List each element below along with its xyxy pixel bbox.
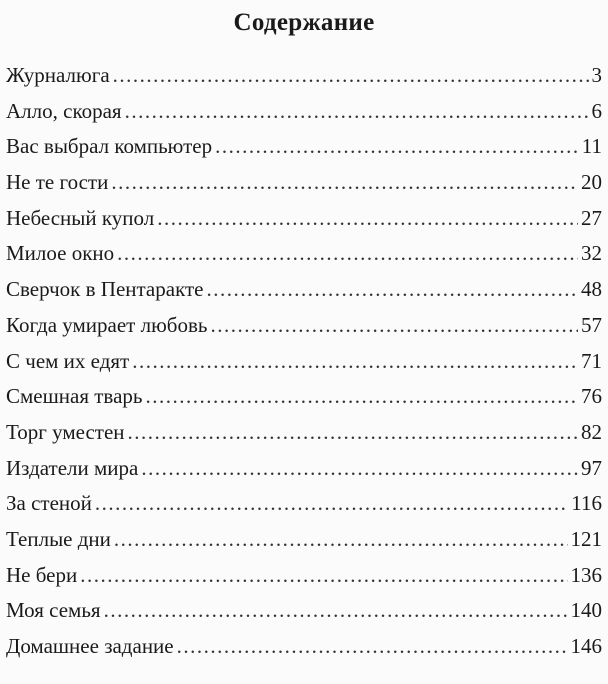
dot-leader [207, 272, 578, 308]
dot-leader [215, 129, 579, 165]
toc-entry [6, 236, 602, 272]
dot-leader [177, 629, 568, 665]
toc-entry-title: Сверчок в Пентаракте [6, 277, 204, 302]
toc-page-number: 136 [570, 562, 602, 587]
toc-entry [6, 272, 602, 308]
toc-entry-title: Не те гости [6, 170, 109, 195]
toc-entry [6, 344, 602, 380]
toc-entry-title: Моя семья [6, 598, 101, 623]
toc-page-number: 121 [570, 526, 602, 551]
toc-entry [6, 451, 602, 487]
dot-leader [80, 558, 567, 594]
toc-entry [6, 129, 602, 165]
toc-entry-title: Издатели мира [6, 455, 139, 480]
toc-page-number: 3 [591, 63, 602, 87]
dot-leader [145, 379, 578, 415]
toc-entry-title: С чем их едят [6, 348, 130, 373]
toc-entry-title: Когда умирает любовь [6, 312, 208, 337]
toc-page-number: 48 [581, 277, 602, 302]
dot-leader [114, 522, 568, 558]
dot-leader [141, 451, 578, 487]
page-title: Содержание [233, 9, 375, 36]
dot-leader [117, 236, 578, 272]
toc-entry [6, 94, 602, 130]
dot-leader [95, 486, 568, 522]
dot-leader [113, 58, 589, 94]
dot-leader [132, 344, 578, 380]
toc-page-number: 76 [581, 384, 602, 409]
toc-page-number: 97 [581, 455, 602, 480]
dot-leader [125, 94, 589, 130]
toc-page-number: 146 [570, 634, 602, 658]
toc-entry-title: Не бери [6, 562, 78, 587]
dot-leader [111, 165, 578, 201]
toc-entry [6, 486, 602, 522]
toc-page-number: 32 [581, 241, 602, 266]
toc-page-number: 82 [581, 419, 602, 444]
toc-page-number: 57 [581, 312, 602, 337]
toc-entry-title: Домашнее задание [6, 634, 174, 658]
toc-page-number: 20 [581, 170, 602, 195]
toc-entry [6, 58, 602, 94]
dot-leader [157, 201, 578, 237]
toc-entry [6, 593, 602, 629]
toc-entry-title: Теплые дни [6, 526, 111, 551]
toc-page-number: 11 [581, 134, 602, 159]
dot-leader [104, 593, 568, 629]
toc-page-number: 116 [571, 491, 602, 516]
toc-page-number: 6 [591, 98, 602, 123]
table-of-contents [6, 58, 602, 665]
dot-leader [128, 415, 578, 451]
toc-entry-title: Торг уместен [6, 419, 125, 444]
toc-entry-title: Небесный купол [6, 205, 155, 230]
toc-entry [6, 629, 602, 665]
toc-entry [6, 165, 602, 201]
toc-entry [6, 415, 602, 451]
toc-page-number: 140 [570, 598, 602, 623]
toc-page-number: 27 [581, 205, 602, 230]
toc-entry-title: За стеной [6, 491, 92, 516]
toc-entry-title: Журналюга [6, 63, 110, 87]
toc-entry [6, 379, 602, 415]
toc-entry-title: Смешная тварь [6, 384, 143, 409]
toc-entry-title: Алло, скорая [6, 98, 122, 123]
toc-entry [6, 201, 602, 237]
toc-entry [6, 558, 602, 594]
toc-entry [6, 522, 602, 558]
toc-entry-title: Милое окно [6, 241, 115, 266]
toc-entry [6, 308, 602, 344]
toc-page-number: 71 [581, 348, 602, 373]
dot-leader [210, 308, 578, 344]
toc-entry-title: Вас выбрал компьютер [6, 134, 213, 159]
